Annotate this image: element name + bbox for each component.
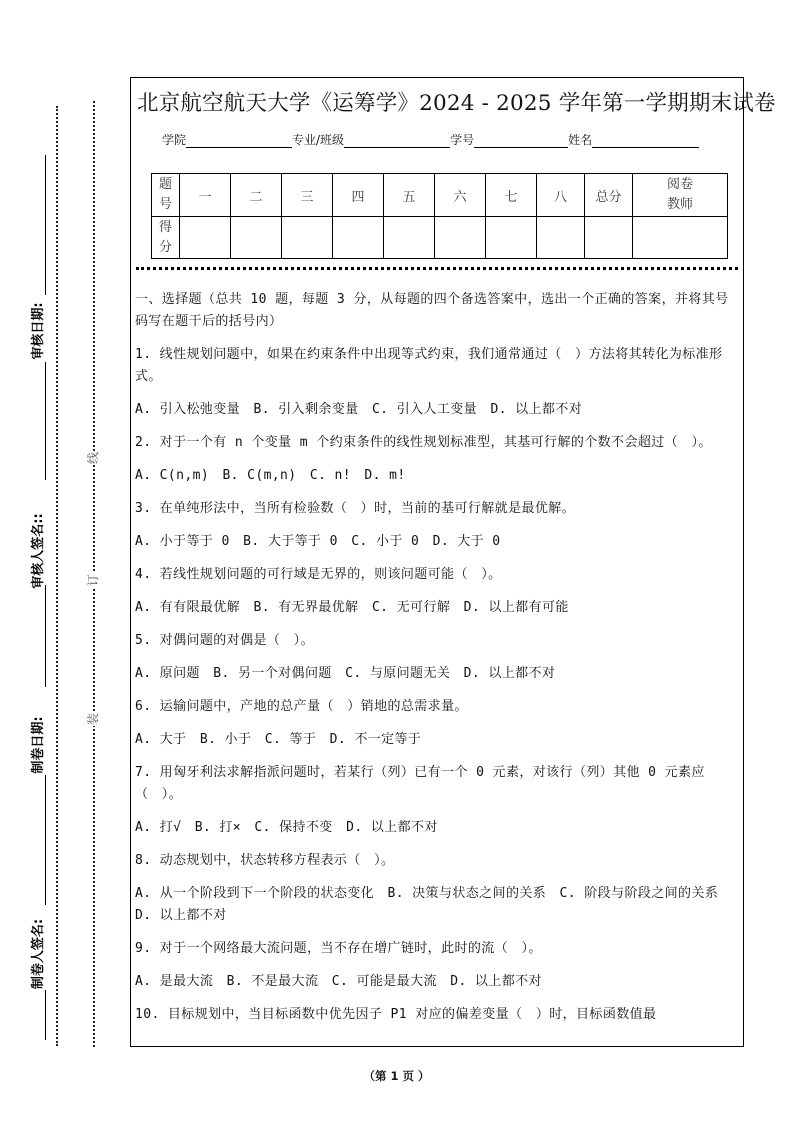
column-header: 五 bbox=[384, 174, 435, 217]
question-stem: 4. 若线性规划问题的可行域是无界的，则该问题可能（ ）。 bbox=[135, 567, 502, 582]
score-table-header-row bbox=[152, 174, 728, 217]
question-options: A. 是最大流 B. 不是最大流 C. 可能是最大流 D. 以上都不对 bbox=[135, 974, 542, 989]
question-options: A. 从一个阶段到下一个阶段的状态变化 B. 决策与状态之间的关系 C. 阶段与阶段之间的关系 D. 以上都不对 bbox=[135, 886, 732, 923]
student-id-label: 学号 bbox=[450, 133, 475, 147]
total-score-header: 总分 bbox=[585, 174, 633, 217]
column-header: 七 bbox=[486, 174, 537, 217]
score-cell[interactable] bbox=[333, 217, 384, 259]
margin-dotted-line-outer bbox=[56, 106, 58, 1046]
score-cell[interactable] bbox=[486, 217, 537, 259]
dotted-separator bbox=[136, 267, 738, 270]
question-number-header bbox=[152, 174, 180, 217]
preparer-signature-label: 制卷人签名: bbox=[31, 918, 46, 990]
question-stem: 10. 目标规划中，当目标函数中优先因子 P1 对应的偏差变量（ ）时，目标函数值最 bbox=[135, 1007, 657, 1022]
column-header: 六 bbox=[435, 174, 486, 217]
grader-cell[interactable] bbox=[633, 217, 728, 259]
question-options: A. 引入松弛变量 B. 引入剩余变量 C. 引入人工变量 D. 以上都不对 bbox=[135, 402, 583, 417]
signature-line bbox=[45, 585, 46, 687]
signature-line bbox=[45, 775, 46, 905]
column-header: 四 bbox=[333, 174, 384, 217]
signature-line bbox=[45, 362, 46, 480]
section-heading: 一、选择题（总共 10 题，每题 3 分，从每题的四个备选答案中，选出一个正确的答案，并将其号码写在题干后的括号内） bbox=[135, 292, 729, 329]
name-field[interactable] bbox=[592, 133, 699, 148]
header-char: 得 bbox=[158, 219, 172, 235]
page-number: （第 1 页 ） bbox=[363, 1069, 430, 1083]
college-label: 学院 bbox=[162, 133, 187, 147]
binding-char-bind: 装 bbox=[86, 713, 100, 726]
header-char: 号 bbox=[158, 197, 172, 212]
binding-char-staple: 订 bbox=[86, 574, 100, 587]
question-stem: 8. 动态规划中，状态转移方程表示（ ）。 bbox=[135, 853, 395, 868]
score-cell[interactable] bbox=[282, 217, 333, 259]
student-info-row bbox=[162, 131, 699, 148]
question-stem: 9. 对于一个网络最大流问题，当不存在增广链时，此时的流（ ）。 bbox=[135, 941, 542, 956]
question-options: A. 小于等于 0 B. 大于等于 0 C. 小于 0 D. 大于 0 bbox=[135, 534, 501, 549]
student-id-field[interactable] bbox=[474, 133, 568, 148]
exam-title: 北京航空航天大学《运筹学》2024 - 2025 学年第一学期期末试卷 bbox=[137, 91, 776, 116]
question-stem: 6. 运输问题中，产地的总产量（ ）销地的总需求量。 bbox=[135, 699, 468, 714]
grader-header bbox=[633, 174, 728, 217]
college-field[interactable] bbox=[186, 133, 292, 148]
score-cell[interactable] bbox=[231, 217, 282, 259]
column-header: 一 bbox=[180, 174, 231, 217]
prepare-date-label: 制卷日期: bbox=[31, 716, 46, 774]
column-header: 八 bbox=[537, 174, 585, 217]
score-cell[interactable] bbox=[435, 217, 486, 259]
major-class-field[interactable] bbox=[344, 133, 450, 148]
column-header: 三 bbox=[282, 174, 333, 217]
total-score-cell[interactable] bbox=[585, 217, 633, 259]
section-multiple-choice bbox=[135, 289, 741, 1037]
binding-char-line: 线 bbox=[86, 452, 100, 465]
score-row-header bbox=[152, 217, 180, 259]
header-char: 题 bbox=[158, 177, 172, 192]
header-line: 阅卷 bbox=[666, 177, 693, 192]
header-line: 教师 bbox=[666, 197, 693, 212]
major-class-label: 专业/班级 bbox=[292, 133, 345, 147]
name-label: 姓名 bbox=[568, 133, 593, 147]
score-table-score-row bbox=[152, 217, 728, 259]
question-options: A. 原问题 B. 另一个对偶问题 C. 与原问题无关 D. 以上都不对 bbox=[135, 666, 556, 681]
question-stem: 7. 用匈牙利法求解指派问题时，若某行（列）已有一个 0 元素，对该行（列）其他 0 元素应（ ）。 bbox=[135, 765, 705, 802]
review-date-label: 审核日期: bbox=[31, 302, 46, 360]
question-options: A. 打√ B. 打× C. 保持不变 D. 以上都不对 bbox=[135, 820, 438, 835]
question-options: A. C(n,m) B. C(m,n) C. n! D. m! bbox=[135, 468, 406, 483]
question-options: A. 大于 B. 小于 C. 等于 D. 不一定等于 bbox=[135, 732, 422, 747]
score-table bbox=[151, 173, 728, 259]
question-stem: 3. 在单纯形法中，当所有检验数（ ）时，当前的基可行解就是最优解。 bbox=[135, 501, 576, 516]
question-stem: 5. 对偶问题的对偶是（ ）。 bbox=[135, 633, 314, 648]
score-cell[interactable] bbox=[384, 217, 435, 259]
reviewer-signature-label: 审核人签名:: bbox=[31, 513, 46, 589]
score-cell[interactable] bbox=[537, 217, 585, 259]
question-options: A. 有有限最优解 B. 有无界最优解 C. 无可行解 D. 以上都有可能 bbox=[135, 600, 569, 615]
question-stem: 1. 线性规划问题中，如果在约束条件中出现等式约束，我们通常通过（ ）方法将其转化为标准形式。 bbox=[135, 347, 723, 384]
score-cell[interactable] bbox=[180, 217, 231, 259]
question-stem: 2. 对于一个有 n 个变量 m 个约束条件的线性规划标准型，其基可行解的个数不会超过（ ）。 bbox=[135, 435, 712, 450]
signature-line bbox=[45, 155, 46, 295]
column-header: 二 bbox=[231, 174, 282, 217]
header-char: 分 bbox=[158, 239, 172, 255]
